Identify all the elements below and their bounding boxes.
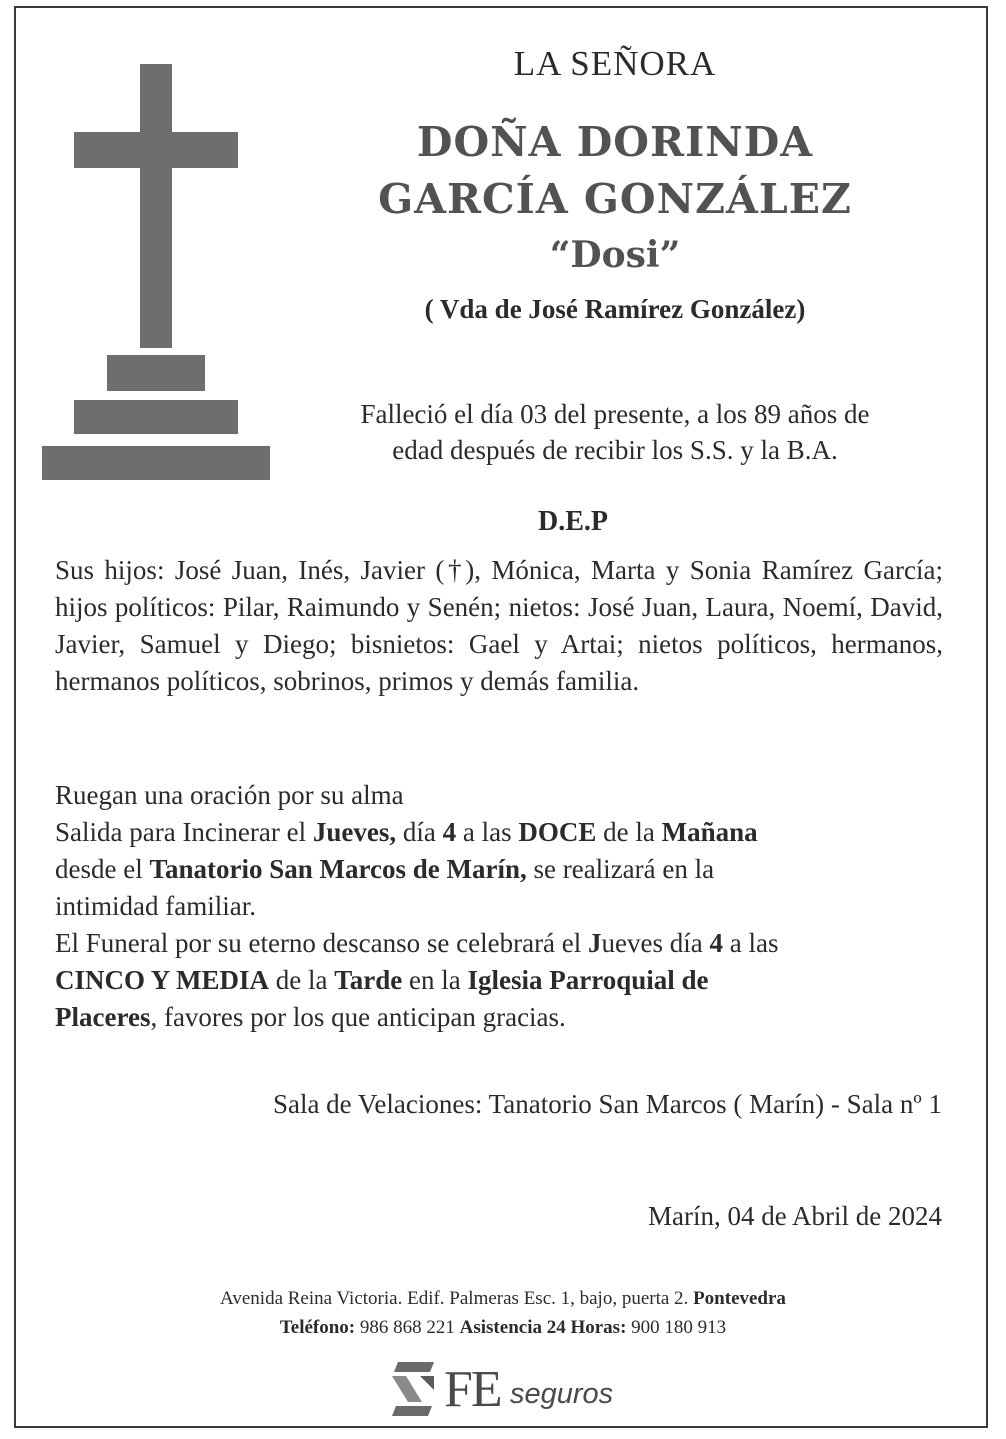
funeral-line1: El Funeral por su eterno descanso se celebrará el Jueves día 4 a las <box>55 928 779 958</box>
funeral-line2: CINCO Y MEDIA de la Tarde en la Iglesia Parroquial de <box>55 965 709 995</box>
phone-line: Teléfono: 986 868 221 Asistencia 24 Horas: 900 180 913 <box>279 1317 727 1338</box>
death-notice-line1: Falleció el día 03 del presente, a los 89 años de <box>360 399 870 429</box>
widow-of: ( Vda de José Ramírez González) <box>424 294 806 324</box>
deceased-name-line1: DOÑA DORINDA <box>416 118 814 166</box>
footer-address <box>0 1284 1006 1342</box>
departure-line3: intimidad familiar. <box>55 891 256 921</box>
address-line: Avenida Reina Victoria. Edif. Palmeras Esc. 1, bajo, puerta 2. Pontevedra <box>220 1288 786 1309</box>
departure-line1: Salida para Incinerar el Jueves, día 4 a las DOCE de la Mañana <box>55 817 758 847</box>
cross-horizontal-bar <box>74 132 238 168</box>
cross-base-step-2 <box>74 400 238 434</box>
cross-vertical-bar <box>140 64 172 348</box>
notice-date: Marín, 04 de Abril de 2024 <box>648 1201 942 1231</box>
fe-seguros-logo <box>392 1360 622 1418</box>
funeral-line3: Placeres, favores por los que anticipan gracias. <box>55 1002 566 1032</box>
death-notice-line2: edad después de recibir los S.S. y la B.A. <box>392 435 838 465</box>
deceased-nickname: “Dosi” <box>549 234 681 276</box>
death-notice <box>290 396 940 468</box>
prayer-line: Ruegan una oración por su alma <box>55 780 404 810</box>
departure-line2: desde el Tanatorio San Marcos de Marín, se realizará en la <box>55 854 715 884</box>
wake-room: Sala de Velaciones: Tanatorio San Marcos ( Marín) - Sala nº 1 <box>272 1089 942 1119</box>
deceased-name-line2: GARCÍA GONZÁLEZ <box>378 175 852 223</box>
family-list: Sus hijos: José Juan, Inés, Javier (†), Mónica, Marta y Sonia Ramírez García; hijos políticos: Pilar, Raimundo y Senén; nietos: José Juan, Laura, Noemí, David, Javier, Samuel y Diego; bisnietos: Gael y Artai; nietos políticos, hermanos, hermanos políticos, sobrinos, primos y demás familia. <box>55 555 943 696</box>
logo-fe-text: FE <box>444 1361 501 1418</box>
logo-mark-icon <box>392 1362 438 1416</box>
logo-seguros-text: seguros <box>510 1378 614 1410</box>
cross-base-step-3 <box>42 446 270 480</box>
cross-base-step-1 <box>107 355 205 391</box>
heading-title: LA SEÑORA <box>513 44 717 83</box>
dep-label: D.E.P <box>538 506 608 537</box>
service-details <box>55 777 955 1036</box>
